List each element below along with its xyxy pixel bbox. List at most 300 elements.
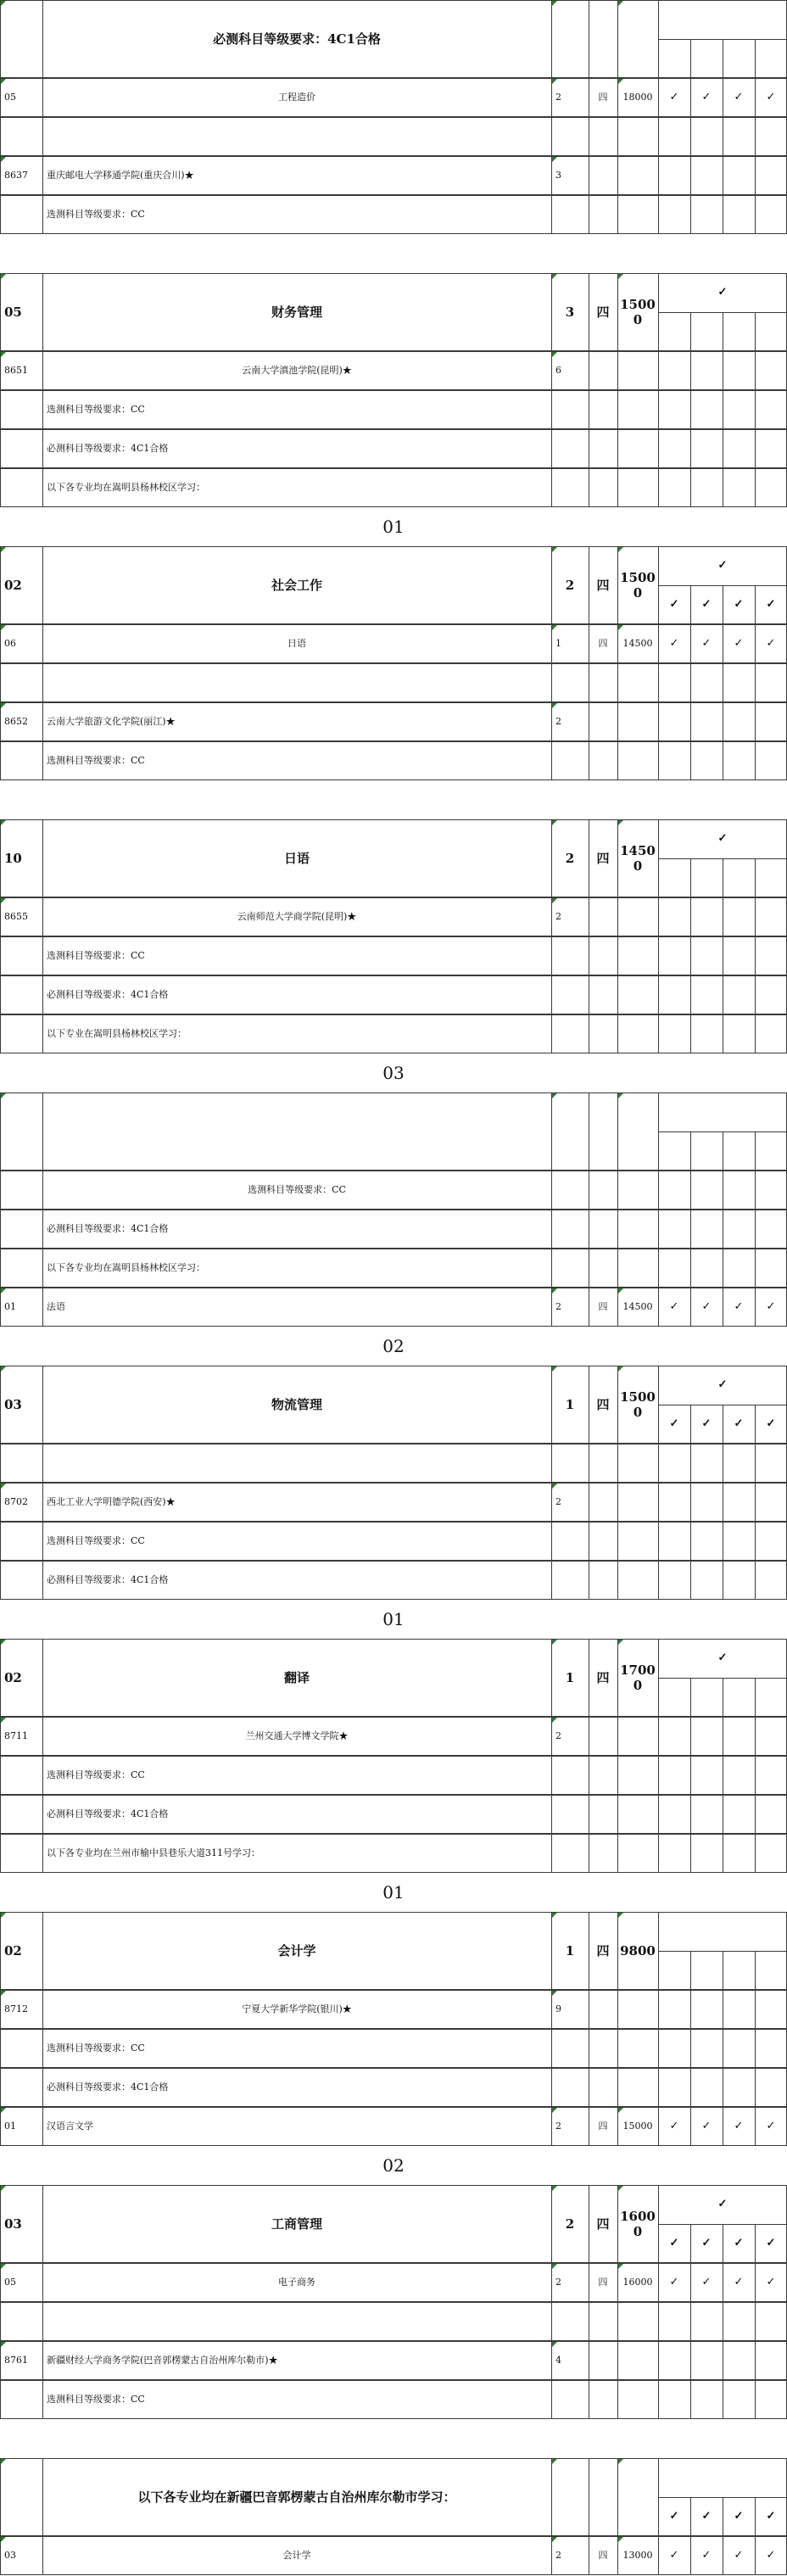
- check-mark: [658, 663, 690, 702]
- row-name: [42, 2302, 551, 2341]
- corner-mark: [1, 1288, 6, 1294]
- row-code: [0, 1561, 42, 1600]
- check-mark: [658, 1132, 690, 1171]
- corner-mark: [618, 1913, 623, 1918]
- check-mark-merged: ✓: [717, 1651, 728, 1664]
- check-mark-merged: ✓: [717, 2198, 728, 2210]
- check-mark: [658, 1795, 690, 1834]
- study-years: [589, 117, 617, 156]
- corner-mark: [1, 2342, 6, 2347]
- check-mark: [723, 468, 755, 507]
- row-name: 电子商务: [278, 2277, 315, 2288]
- check-mark: [755, 1249, 787, 1288]
- plan-count: [551, 0, 589, 78]
- check-mark: ✓: [766, 2276, 776, 2288]
- row-name: 汉语言文学: [47, 2121, 93, 2132]
- study-years: [589, 351, 617, 390]
- plan-count: 2: [565, 851, 575, 866]
- table-row: [0, 117, 787, 156]
- check-mark: [690, 975, 723, 1014]
- plan-count: [551, 1171, 589, 1210]
- check-mark: [658, 1561, 690, 1600]
- major-name: 工商管理: [271, 2216, 322, 2232]
- check-mark: [755, 1951, 787, 1990]
- tuition-fee: [617, 468, 658, 507]
- check-mark: ✓: [669, 91, 679, 103]
- table-row: [0, 1014, 787, 1053]
- check-mark: ✓: [701, 2120, 712, 2132]
- check-mark: [690, 663, 723, 702]
- plan-count: [551, 741, 589, 780]
- row-name: 云南大学旅游文化学院(丽江)★: [47, 716, 176, 727]
- row-name: 会计学: [282, 2550, 311, 2561]
- row-code: [0, 468, 42, 507]
- check-mark: [723, 117, 755, 156]
- check-mark: ✓: [734, 2276, 744, 2288]
- plan-count: [551, 2458, 589, 2536]
- major-name: 日语: [283, 851, 310, 866]
- study-years: [589, 1834, 617, 1873]
- check-mark: ✓: [669, 1417, 679, 1430]
- check-mark: ✓: [766, 2120, 776, 2132]
- corner-mark: [552, 547, 557, 552]
- row-name: 以下各专业均在嵩明县杨林校区学习：: [47, 482, 205, 493]
- tuition-fee: [617, 195, 658, 234]
- study-years: [589, 1171, 617, 1210]
- corner-mark: [552, 1640, 557, 1645]
- plan-count: [551, 1014, 589, 1053]
- section-gap: [0, 1873, 787, 1912]
- corner-mark: [1, 703, 6, 708]
- major-code: 03: [4, 1397, 22, 1412]
- table-row: [0, 156, 787, 195]
- table-row: [0, 1210, 787, 1249]
- check-mark: [755, 156, 787, 195]
- check-mark: ✓: [734, 2120, 744, 2132]
- row-name: 必测科目等级要求：4C1合格: [47, 989, 169, 1000]
- tuition-fee: [617, 351, 658, 390]
- check-mark: [755, 2380, 787, 2419]
- study-years: [589, 2029, 617, 2068]
- check-mark: [755, 858, 787, 897]
- check-mark: [755, 1014, 787, 1053]
- row-name: 宁夏大学新华学院(银川)★: [242, 2003, 352, 2014]
- major-name: 社会工作: [271, 578, 322, 593]
- major-code: 02: [4, 1670, 22, 1685]
- row-code: [0, 1249, 42, 1288]
- check-mark: ✓: [766, 2510, 776, 2523]
- row-code: [0, 1522, 42, 1561]
- plan-count: [551, 936, 589, 975]
- row-code: 8637: [4, 170, 28, 181]
- plan-count: [551, 468, 589, 507]
- table-row: [0, 1834, 787, 1873]
- corner-mark: [1, 820, 6, 825]
- table-row: [0, 2536, 787, 2575]
- corner-mark: [552, 1484, 557, 1489]
- row-name: 必测科目等级要求：4C1合格: [47, 2081, 169, 2093]
- row-name: 必测科目等级要求：4C1合格: [47, 1574, 169, 1585]
- major-header-row: [0, 819, 787, 897]
- check-mark: [723, 741, 755, 780]
- study-years: [589, 1522, 617, 1561]
- corner-mark: [552, 820, 557, 825]
- check-mark: ✓: [766, 1300, 776, 1313]
- major-header-row: [0, 2458, 787, 2536]
- check-mark: [690, 1561, 723, 1600]
- tuition-fee: [617, 702, 658, 741]
- tuition-fee: 15000: [622, 2121, 653, 2132]
- row-name: 以下各专业均在兰州市榆中县巷乐大道311号学习：: [47, 1847, 260, 1858]
- check-mark: ✓: [669, 637, 679, 650]
- major-name: 物流管理: [271, 1397, 322, 1412]
- check-mark: [755, 741, 787, 780]
- corner-mark: [552, 1, 557, 6]
- check-mark: [658, 1951, 690, 1990]
- corner-mark: [1, 1484, 6, 1489]
- table-row: [0, 2302, 787, 2341]
- corner-mark: [1, 547, 6, 552]
- row-code: [0, 390, 42, 429]
- check-mark: ✓: [734, 1417, 744, 1430]
- plan-count: 6: [555, 365, 561, 376]
- check-mark: [723, 312, 755, 351]
- table-row: [0, 1288, 787, 1327]
- check-mark: [755, 1522, 787, 1561]
- tuition-fee: [617, 2068, 658, 2107]
- check-mark: [690, 2341, 723, 2380]
- major-name: 财务管理: [271, 305, 322, 320]
- study-years: [589, 2302, 617, 2341]
- check-mark: [723, 351, 755, 390]
- row-code: 8712: [4, 2003, 28, 2014]
- tuition-fee: [617, 975, 658, 1014]
- study-years: [589, 1756, 617, 1795]
- plan-count: 2: [555, 2277, 561, 2288]
- row-name: 选测科目等级要求：CC: [47, 755, 145, 766]
- table-row: [0, 741, 787, 780]
- check-mark: [723, 390, 755, 429]
- section-gap: [0, 2146, 787, 2185]
- study-years: [589, 1990, 617, 2029]
- table-row: [0, 195, 787, 234]
- plan-count: [551, 1444, 589, 1483]
- corner-mark: [618, 1640, 623, 1645]
- plan-count: [551, 429, 589, 468]
- corner-mark: [618, 1, 623, 6]
- plan-count: [551, 1522, 589, 1561]
- check-mark: [755, 897, 787, 936]
- major-header-row: [0, 273, 787, 351]
- check-mark: [658, 312, 690, 351]
- check-mark: [755, 1990, 787, 2029]
- check-mark: [658, 1171, 690, 1210]
- plan-count: 2: [555, 1496, 561, 1507]
- corner-mark: [1, 1, 6, 6]
- check-mark: [755, 2068, 787, 2107]
- check-mark: [723, 1132, 755, 1171]
- check-mark: [755, 1717, 787, 1756]
- tuition-fee: [617, 1717, 658, 1756]
- check-mark-merged: ✓: [717, 559, 728, 572]
- corner-mark: [618, 820, 623, 825]
- check-mark: [690, 1795, 723, 1834]
- row-code: [0, 1210, 42, 1249]
- row-name: [42, 117, 551, 156]
- table-row: [0, 624, 787, 663]
- check-mark: [658, 936, 690, 975]
- check-mark: [690, 1678, 723, 1717]
- section-gap: [0, 1327, 787, 1366]
- check-mark: [755, 1210, 787, 1249]
- corner-mark: [618, 2537, 623, 2542]
- tuition-fee: 18000: [622, 92, 653, 103]
- row-name: [42, 663, 551, 702]
- plan-count: [551, 1561, 589, 1600]
- plan-count: [551, 390, 589, 429]
- tuition-fee: 14500: [620, 843, 656, 874]
- tuition-fee: 14500: [622, 638, 653, 649]
- check-mark: [658, 156, 690, 195]
- plan-count: 3: [565, 305, 575, 320]
- check-mark: ✓: [669, 2549, 679, 2562]
- table-row: [0, 936, 787, 975]
- check-mark: [690, 1717, 723, 1756]
- check-mark: [723, 2068, 755, 2107]
- plan-count: 2: [555, 2550, 561, 2561]
- check-mark: [755, 351, 787, 390]
- study-years: [589, 936, 617, 975]
- check-mark-merged: [658, 1092, 787, 1132]
- check-mark: [690, 1249, 723, 1288]
- check-mark: [723, 1483, 755, 1522]
- check-mark: [723, 1990, 755, 2029]
- tuition-fee: 15000: [620, 1389, 656, 1420]
- check-mark: [690, 1014, 723, 1053]
- tuition-fee: [617, 1522, 658, 1561]
- corner-mark: [618, 2186, 623, 2191]
- row-code: [0, 936, 42, 975]
- corner-mark: [1, 352, 6, 357]
- row-code: 01: [4, 1301, 16, 1312]
- study-years: 四: [596, 1397, 610, 1412]
- plan-count: 1: [565, 1670, 575, 1685]
- check-mark: [723, 1678, 755, 1717]
- study-years: [589, 2380, 617, 2419]
- row-code: [0, 1756, 42, 1795]
- check-mark: [690, 2068, 723, 2107]
- plan-count: [551, 195, 589, 234]
- check-mark: [755, 1444, 787, 1483]
- check-mark: [658, 39, 690, 78]
- plan-count: 1: [565, 1943, 575, 1959]
- plan-count: 4: [555, 2355, 561, 2366]
- study-years: 四: [596, 305, 610, 320]
- study-years: 四: [598, 1301, 608, 1312]
- row-name: 选测科目等级要求：CC: [47, 209, 145, 220]
- plan-count: [551, 1249, 589, 1288]
- row-code: 06: [4, 638, 16, 649]
- check-mark: [658, 2302, 690, 2341]
- check-mark: [755, 429, 787, 468]
- check-mark: [755, 2029, 787, 2068]
- plan-count: [551, 975, 589, 1014]
- corner-mark: [1, 1366, 6, 1372]
- row-name: 必测科目等级要求：4C1合格: [47, 1808, 169, 1819]
- study-years: 四: [596, 578, 610, 593]
- row-name: 选测科目等级要求：CC: [47, 404, 145, 415]
- table-row: [0, 975, 787, 1014]
- plan-count: 2: [555, 716, 561, 727]
- row-name: 选测科目等级要求：CC: [47, 2042, 145, 2054]
- tuition-fee: [617, 2302, 658, 2341]
- tuition-fee: [617, 1249, 658, 1288]
- plan-count: [551, 2029, 589, 2068]
- check-mark: [658, 1678, 690, 1717]
- check-mark: [690, 312, 723, 351]
- tuition-fee: 15000: [620, 297, 656, 327]
- row-code: [0, 1014, 42, 1053]
- corner-mark: [552, 1718, 557, 1723]
- corner-mark: [552, 352, 557, 357]
- plan-count: [551, 2302, 589, 2341]
- tuition-fee: [617, 1014, 658, 1053]
- row-code: [0, 429, 42, 468]
- check-mark: [755, 312, 787, 351]
- study-years: [589, 1483, 617, 1522]
- check-mark: [723, 1522, 755, 1561]
- corner-mark: [552, 703, 557, 708]
- check-mark: ✓: [734, 598, 744, 611]
- plan-count: 2: [565, 2216, 575, 2232]
- corner-mark: [1, 1991, 6, 1996]
- study-years: [589, 1444, 617, 1483]
- corner-mark: [1, 898, 6, 903]
- row-name: 选测科目等级要求：CC: [47, 2394, 145, 2405]
- row-code: [0, 2380, 42, 2419]
- check-mark: [658, 390, 690, 429]
- check-mark-merged: ✓: [717, 832, 728, 845]
- row-name: 云南大学滇池学院(昆明)★: [242, 365, 352, 376]
- corner-mark: [552, 1093, 557, 1098]
- row-code: 8711: [4, 1730, 28, 1741]
- check-mark: [690, 858, 723, 897]
- plan-count: 2: [565, 578, 575, 593]
- major-header-row: [0, 2185, 787, 2263]
- study-years: 四: [596, 2216, 610, 2232]
- check-mark: ✓: [669, 2276, 679, 2288]
- check-mark: [755, 1132, 787, 1171]
- row-code: 8761: [4, 2355, 28, 2366]
- table-row: [0, 1171, 787, 1210]
- corner-mark: [552, 1366, 557, 1372]
- table-row: [0, 1444, 787, 1483]
- study-years: [589, 1210, 617, 1249]
- row-code: [0, 117, 42, 156]
- check-mark: [690, 390, 723, 429]
- corner-mark: [552, 274, 557, 279]
- table-row: [0, 1249, 787, 1288]
- plan-count: 9: [555, 2003, 561, 2014]
- corner-mark: [1, 274, 6, 279]
- check-mark: [658, 2380, 690, 2419]
- corner-mark: [618, 625, 623, 630]
- row-name: 选测科目等级要求：CC: [47, 1769, 145, 1780]
- check-mark: [755, 1678, 787, 1717]
- row-name: 以下各专业均在嵩明县杨林校区学习：: [47, 1262, 205, 1273]
- study-years: [589, 663, 617, 702]
- row-code: 8702: [4, 1496, 28, 1507]
- tuition-fee: [617, 936, 658, 975]
- check-mark: [723, 429, 755, 468]
- section-code-label: 01: [382, 1882, 405, 1903]
- check-mark: [723, 702, 755, 741]
- major-name: 翻译: [283, 1670, 310, 1685]
- check-mark: ✓: [734, 2237, 744, 2249]
- study-years: [589, 741, 617, 780]
- check-mark: [723, 2341, 755, 2380]
- major-header-row: [0, 1639, 787, 1717]
- check-mark: [658, 2341, 690, 2380]
- table-row: [0, 468, 787, 507]
- corner-mark: [1, 1913, 6, 1918]
- tuition-fee: [617, 1444, 658, 1483]
- check-mark: ✓: [701, 2237, 712, 2249]
- study-years: [589, 702, 617, 741]
- tuition-fee: [617, 2458, 658, 2536]
- check-mark: [658, 1756, 690, 1795]
- row-name: 选测科目等级要求：CC: [248, 1184, 346, 1195]
- check-mark: ✓: [766, 2237, 776, 2249]
- check-mark: [690, 1834, 723, 1873]
- check-mark: [658, 117, 690, 156]
- tuition-fee: [617, 897, 658, 936]
- row-name: 必测科目等级要求：4C1合格: [47, 443, 169, 454]
- corner-mark: [618, 79, 623, 84]
- tuition-fee: [617, 663, 658, 702]
- check-mark: ✓: [766, 598, 776, 611]
- row-name: 选测科目等级要求：CC: [47, 1535, 145, 1546]
- check-mark: [723, 1795, 755, 1834]
- row-code: 8655: [4, 911, 28, 922]
- tuition-fee: [617, 2029, 658, 2068]
- table-row: [0, 2341, 787, 2380]
- check-mark: ✓: [669, 1300, 679, 1313]
- study-years: 四: [596, 851, 610, 866]
- table-row: [0, 2068, 787, 2107]
- check-mark: ✓: [766, 91, 776, 103]
- check-mark: ✓: [701, 2510, 712, 2523]
- row-name: 西北工业大学明德学院(西安)★: [47, 1496, 176, 1507]
- tuition-fee: [617, 1483, 658, 1522]
- section-code-label: 01: [382, 1609, 405, 1629]
- table-row: [0, 897, 787, 936]
- check-mark: [755, 117, 787, 156]
- study-years: [589, 1561, 617, 1600]
- check-mark: [723, 1249, 755, 1288]
- major-header-row: [0, 1366, 787, 1444]
- check-mark: [658, 195, 690, 234]
- check-mark: [658, 2068, 690, 2107]
- study-years: 四: [598, 2277, 608, 2288]
- study-years: [589, 1717, 617, 1756]
- corner-mark: [552, 1913, 557, 1918]
- major-name: 以下各专业均在新疆巴音郭楞蒙古自治州库尔勒市学习：: [137, 2489, 456, 2505]
- check-mark: [690, 1483, 723, 1522]
- row-name: 云南师范大学商学院(昆明)★: [237, 911, 357, 922]
- major-code: 03: [4, 2216, 22, 2232]
- study-years: 四: [598, 638, 608, 649]
